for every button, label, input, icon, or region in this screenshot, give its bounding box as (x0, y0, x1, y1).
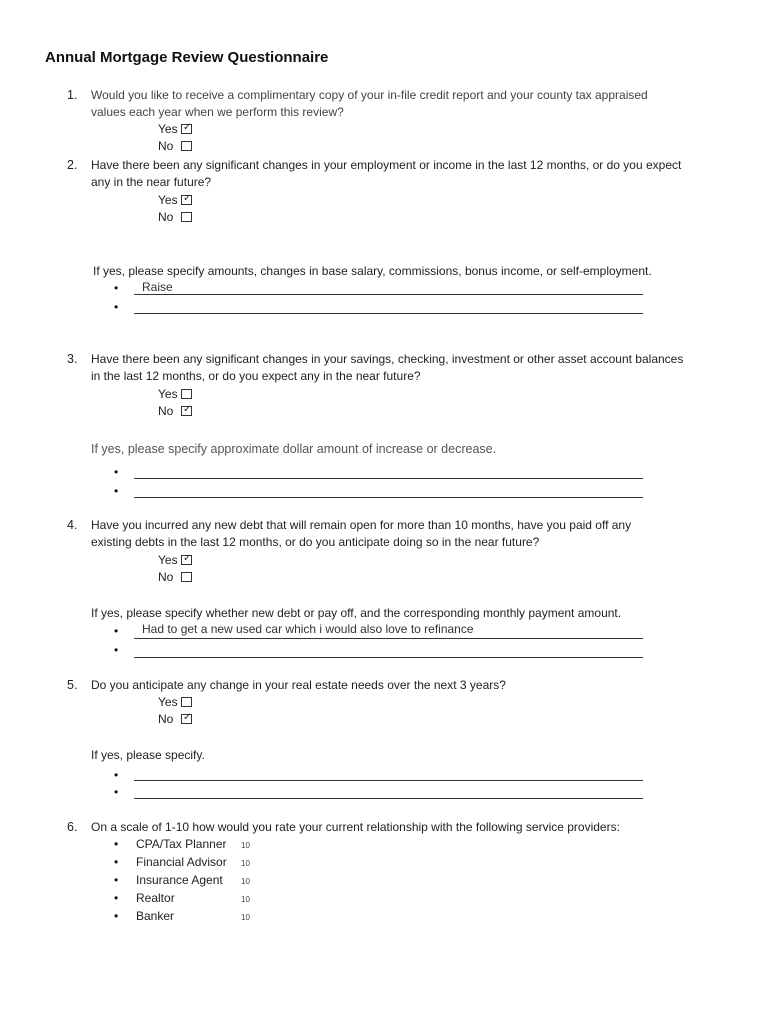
bullet-icon: • (114, 281, 119, 295)
question-2-answer-2-field[interactable] (134, 313, 643, 314)
bullet-icon: • (114, 891, 119, 905)
bullet-icon: • (114, 768, 119, 782)
question-4-number: 4. (67, 518, 78, 532)
bullet-icon: • (114, 624, 119, 638)
question-5-yes-checkbox[interactable] (181, 697, 192, 707)
bullet-icon: • (114, 484, 119, 498)
bullet-icon: • (114, 909, 119, 923)
question-3-yes-checkbox[interactable] (181, 389, 192, 399)
question-4-no-label: No (158, 570, 174, 584)
question-5-no-label: No (158, 712, 174, 726)
question-5-followup-note: If yes, please specify. (91, 748, 205, 762)
question-5-answer-1-field[interactable] (134, 780, 643, 781)
question-1-yes-checkbox[interactable] (181, 124, 192, 134)
question-1-text-line2: values each year when we perform this review? (91, 105, 344, 119)
bullet-icon: • (114, 643, 119, 657)
provider-label: Realtor (136, 891, 175, 905)
question-2-number: 2. (67, 158, 78, 172)
check-icon: ✓ (183, 553, 192, 564)
bullet-icon: • (114, 465, 119, 479)
question-4-answer-1-field[interactable] (134, 638, 643, 639)
question-4-yes-checkbox[interactable] (181, 555, 192, 565)
question-1-number: 1. (67, 88, 78, 102)
question-1-text-line1: Would you like to receive a complimentary copy of your in-file credit report and your county tax appraised (91, 88, 648, 102)
question-5-no-checkbox[interactable] (181, 714, 192, 724)
question-2-text-line2: any in the near future? (91, 175, 212, 189)
check-icon: ✓ (183, 404, 192, 415)
provider-rating[interactable]: 10 (241, 913, 250, 922)
bullet-icon: • (114, 873, 119, 887)
question-3-text-line2: in the last 12 months, or do you expect any in the near future? (91, 369, 421, 383)
check-icon: ✓ (183, 122, 192, 133)
question-2-followup-note: If yes, please specify amounts, changes in base salary, commissions, bonus income, or self-employment. (93, 264, 652, 278)
provider-rating[interactable]: 10 (241, 841, 250, 850)
provider-rating[interactable]: 10 (241, 859, 250, 868)
question-3-no-checkbox[interactable] (181, 406, 192, 416)
question-4-answer-2-field[interactable] (134, 657, 643, 658)
question-3-answer-2-field[interactable] (134, 497, 643, 498)
question-3-followup-note: If yes, please specify approximate dollar amount of increase or decrease. (91, 442, 497, 456)
question-3-answer-1-field[interactable] (134, 478, 643, 479)
question-3-number: 3. (67, 352, 78, 366)
question-2-no-checkbox[interactable] (181, 212, 192, 222)
bullet-icon: • (114, 855, 119, 869)
question-4-answer-1-text: Had to get a new used car which i would also love to refinance (142, 622, 474, 636)
provider-rating[interactable]: 10 (241, 895, 250, 904)
bullet-icon: • (114, 300, 119, 314)
question-2-answer-1-field[interactable] (134, 294, 643, 295)
check-icon: ✓ (183, 193, 192, 204)
provider-label: Banker (136, 909, 175, 923)
provider-label: Insurance Agent (136, 873, 223, 887)
question-4-text-line2: existing debts in the last 12 months, or do you anticipate doing so in the near future? (91, 535, 540, 549)
question-2-no-label: No (158, 210, 174, 224)
question-5-answer-2-field[interactable] (134, 798, 643, 799)
question-4-no-checkbox[interactable] (181, 572, 192, 582)
question-2-yes-checkbox[interactable] (181, 195, 192, 205)
question-5-number: 5. (67, 678, 78, 692)
question-6-number: 6. (67, 820, 78, 834)
bullet-icon: • (114, 785, 119, 799)
check-icon: ✓ (183, 712, 192, 723)
question-1-yes-label: Yes (158, 122, 178, 136)
question-2-text-line1: Have there been any significant changes in your employment or income in the last 12 months, or do you expect (91, 158, 682, 172)
provider-label: Financial Advisor (136, 855, 227, 869)
question-5-text-line1: Do you anticipate any change in your real estate needs over the next 3 years? (91, 678, 506, 692)
page-title: Annual Mortgage Review Questionnaire (45, 49, 329, 66)
question-3-yes-label: Yes (158, 387, 178, 401)
question-4-text-line1: Have you incurred any new debt that will remain open for more than 10 months, have you paid off any (91, 518, 632, 532)
question-2-yes-label: Yes (158, 193, 178, 207)
question-3-text-line1: Have there been any significant changes in your savings, checking, investment or other asset account balances (91, 352, 684, 366)
provider-label: CPA/Tax Planner (136, 837, 227, 851)
provider-rating[interactable]: 10 (241, 877, 250, 886)
question-6-text-line1: On a scale of 1-10 how would you rate your current relationship with the following service providers: (91, 820, 620, 834)
question-4-followup-note: If yes, please specify whether new debt or pay off, and the corresponding monthly payment amount. (91, 606, 622, 620)
bullet-icon: • (114, 837, 119, 851)
question-5-yes-label: Yes (158, 695, 178, 709)
question-4-yes-label: Yes (158, 553, 178, 567)
question-1-no-label: No (158, 139, 174, 153)
question-1-no-checkbox[interactable] (181, 141, 192, 151)
question-2-answer-1-text: Raise (142, 280, 173, 294)
question-3-no-label: No (158, 404, 174, 418)
